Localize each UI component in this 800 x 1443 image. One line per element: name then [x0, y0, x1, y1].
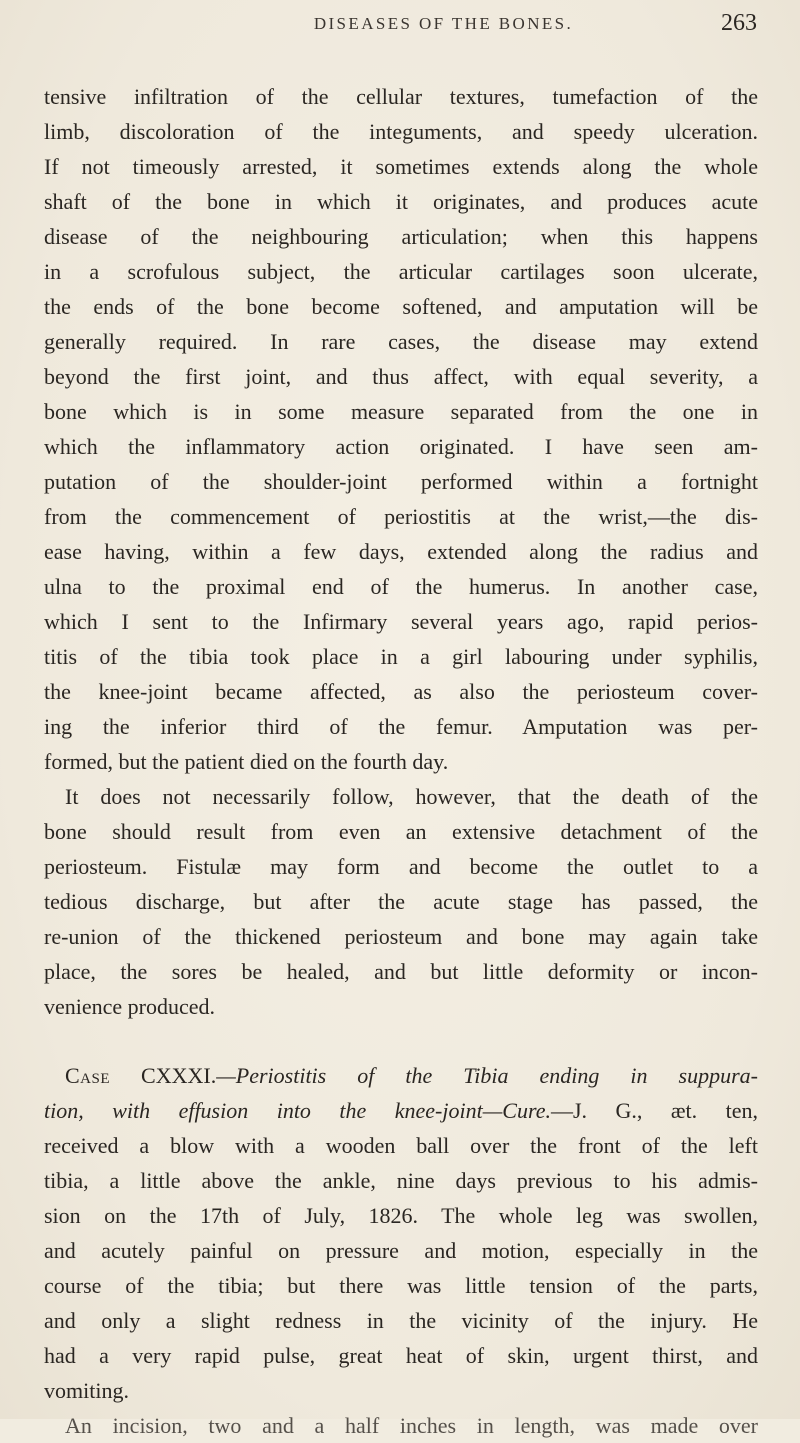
text-line: putation of the shoulder-joint performed within a fortnight — [44, 469, 758, 494]
text-line: shaft of the bone in which it originates, and produces acute — [44, 189, 758, 214]
text-line: venience produced. — [44, 994, 216, 1019]
text-line: formed, but the patient died on the fourth day. — [44, 749, 449, 774]
text-line: It does not necessarily follow, however, that the death of the — [65, 784, 758, 809]
text-line: and only a slight redness in the vicinity of the injury. He — [44, 1308, 758, 1333]
case-label: Case — [65, 1063, 111, 1088]
text-line: bone should result from even an extensive detachment of the — [44, 819, 758, 844]
text-line: If not timeously arrested, it sometimes extends along the whole — [44, 154, 758, 179]
text-line: and acutely painful on pressure and motion, especially in the — [44, 1238, 758, 1263]
text-line: An incision, two and a half inches in length, was made over — [65, 1413, 758, 1438]
case-title-continued: tion, with effusion into the knee-joint—Cure. — [44, 1098, 551, 1123]
page-number: 263 — [721, 10, 757, 36]
case-title: —Periostitis of the Tibia ending in suppura- — [216, 1063, 759, 1088]
case-report — [44, 1058, 758, 1443]
case-number: CXXXI. — [141, 1063, 217, 1088]
text-line: titis of the tibia took place in a girl labouring under syphilis, — [44, 644, 758, 669]
text-line: ease having, within a few days, extended along the radius and — [44, 539, 758, 564]
text-line: bone which is in some measure separated from the one in — [44, 399, 758, 424]
text-line: beyond the first joint, and thus affect, with equal severity, a — [44, 364, 758, 389]
paragraph-1 — [44, 79, 758, 779]
text-line: disease of the neighbouring articulation; when this happens — [44, 224, 758, 249]
body-text — [44, 79, 758, 1443]
text-line: limb, discoloration of the integuments, and speedy ulceration. — [44, 119, 758, 144]
case-patient: —J. G., æt. ten, — [550, 1098, 758, 1123]
text-line: in a scrofulous subject, the articular cartilages soon ulcerate, — [44, 259, 758, 284]
case-heading-line — [44, 1093, 758, 1128]
text-line: tibia, a little above the ankle, nine days previous to his admis- — [44, 1168, 758, 1193]
page-header — [100, 10, 757, 48]
text-line: ulna to the proximal end of the humerus. In another case, — [44, 574, 758, 599]
text-line: sion on the 17th of July, 1826. The whole leg was swollen, — [44, 1203, 758, 1228]
text-line: from the commencement of periostitis at the wrist,—the dis- — [44, 504, 758, 529]
text-line: the ends of the bone become softened, and amputation will be — [44, 294, 758, 319]
text-line: vomiting. — [44, 1378, 129, 1403]
text-line: course of the tibia; but there was little tension of the parts, — [44, 1273, 758, 1298]
text-line: generally required. In rare cases, the disease may extend — [44, 329, 758, 354]
text-line: received a blow with a wooden ball over the front of the left — [44, 1133, 758, 1158]
text-line: re-union of the thickened periosteum and bone may again take — [44, 924, 758, 949]
text-line: which the inflammatory action originated. I have seen am- — [44, 434, 758, 459]
paragraph-2 — [44, 779, 758, 1024]
text-line: which I sent to the Infirmary several years ago, rapid perios- — [44, 609, 758, 634]
paragraph-gap — [44, 1024, 758, 1058]
text-line: periosteum. Fistulæ may form and become the outlet to a — [44, 854, 758, 879]
text-line: tedious discharge, but after the acute stage has passed, the — [44, 889, 758, 914]
text-line: place, the sores be healed, and but little deformity or incon- — [44, 959, 758, 984]
text-line: had a very rapid pulse, great heat of skin, urgent thirst, and — [44, 1343, 758, 1368]
text-line: tensive infiltration of the cellular textures, tumefaction of the — [44, 84, 758, 109]
text-line: the knee-joint became affected, as also the periosteum cover- — [44, 679, 758, 704]
running-head: DISEASES OF THE BONES. — [313, 14, 574, 33]
text-line: ing the inferior third of the femur. Amputation was per- — [44, 714, 758, 739]
case-heading-line — [44, 1058, 758, 1093]
